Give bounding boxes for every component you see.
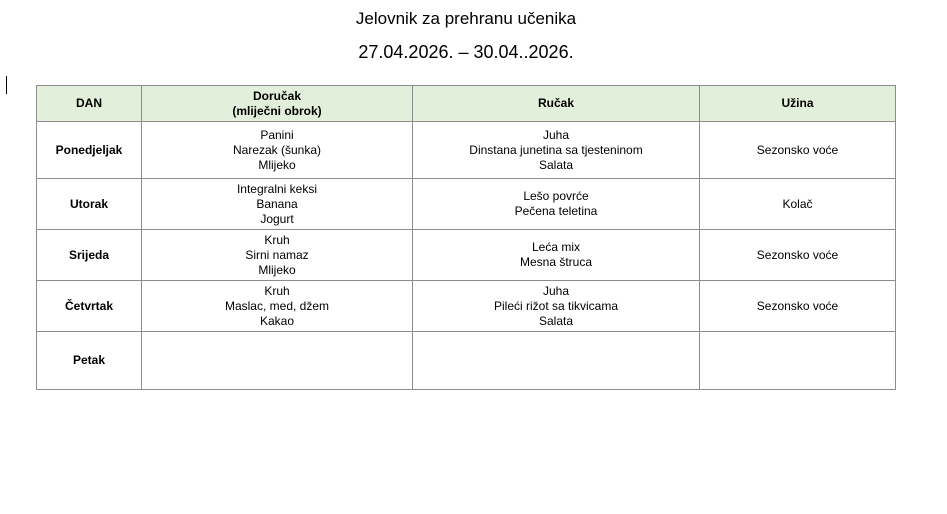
header-breakfast-title: Doručak <box>252 88 302 103</box>
date-range: 27.04.2026. – 30.04..2026. <box>358 42 574 62</box>
snack-cell <box>700 179 896 230</box>
menu-item: Jogurt <box>260 211 294 226</box>
lunch-cell <box>413 230 700 281</box>
menu-table <box>36 85 896 390</box>
header-breakfast <box>142 86 413 122</box>
menu-item: Lešo povrće <box>523 189 589 203</box>
lunch-cell <box>413 332 700 390</box>
lunch-cell <box>413 281 700 332</box>
breakfast-cell <box>142 179 413 230</box>
day-cell: Četvrtak <box>37 281 142 332</box>
text-cursor <box>6 76 7 94</box>
menu-item: Salata <box>538 313 574 328</box>
snack-cell <box>700 281 896 332</box>
snack-cell <box>700 332 896 390</box>
snack-cell <box>700 122 896 179</box>
menu-item: Sezonsko voće <box>756 142 839 157</box>
day-cell: Petak <box>37 332 142 390</box>
day-cell: Utorak <box>37 179 142 230</box>
menu-item: Mesna štruca <box>519 255 593 269</box>
menu-item: Banana <box>256 196 298 211</box>
menu-item: Salata <box>538 157 574 172</box>
menu-item: Pečena teletina <box>514 204 598 218</box>
menu-item: Sezonsko voće <box>756 298 839 313</box>
menu-item: Kakao <box>259 313 295 328</box>
menu-item: Pileći rižot sa tikvicama <box>493 298 619 313</box>
document-title: Jelovnik za prehranu učenika <box>355 9 577 28</box>
breakfast-cell <box>142 332 413 390</box>
header-snack: Užina <box>700 86 896 122</box>
menu-item: Kruh <box>264 283 290 298</box>
table-row <box>37 122 896 179</box>
breakfast-cell <box>142 122 413 179</box>
menu-item: Kruh <box>264 232 290 247</box>
snack-cell <box>700 230 896 281</box>
table-row <box>37 281 896 332</box>
header-breakfast-subtitle: (mliječni obrok) <box>232 103 322 118</box>
table-row <box>37 179 896 230</box>
menu-item: Narezak (šunka) <box>232 142 322 157</box>
table-row <box>37 230 896 281</box>
menu-item: Juha <box>542 283 570 298</box>
header-lunch: Ručak <box>413 86 700 122</box>
menu-item: Juha <box>542 127 570 142</box>
day-cell: Srijeda <box>37 230 142 281</box>
day-cell: Ponedjeljak <box>37 122 142 179</box>
menu-item: Maslac, med, džem <box>224 298 330 313</box>
breakfast-cell <box>142 281 413 332</box>
menu-item: Mlijeko <box>258 157 296 172</box>
menu-item: Kolač <box>782 196 813 211</box>
menu-item: Integralni keksi <box>236 181 318 196</box>
menu-item: Sezonsko voće <box>756 247 839 262</box>
menu-item: Dinstana junetina sa tjesteninom <box>469 142 643 157</box>
menu-item: Mlijeko <box>258 262 296 277</box>
lunch-cell <box>413 122 700 179</box>
lunch-cell <box>413 179 700 230</box>
breakfast-cell <box>142 230 413 281</box>
header-day: DAN <box>37 86 142 122</box>
menu-item: Leća mix <box>531 240 581 254</box>
menu-item: Sirni namaz <box>245 247 309 262</box>
table-header-row <box>37 86 896 122</box>
table-row <box>37 332 896 390</box>
menu-item: Panini <box>260 127 294 142</box>
